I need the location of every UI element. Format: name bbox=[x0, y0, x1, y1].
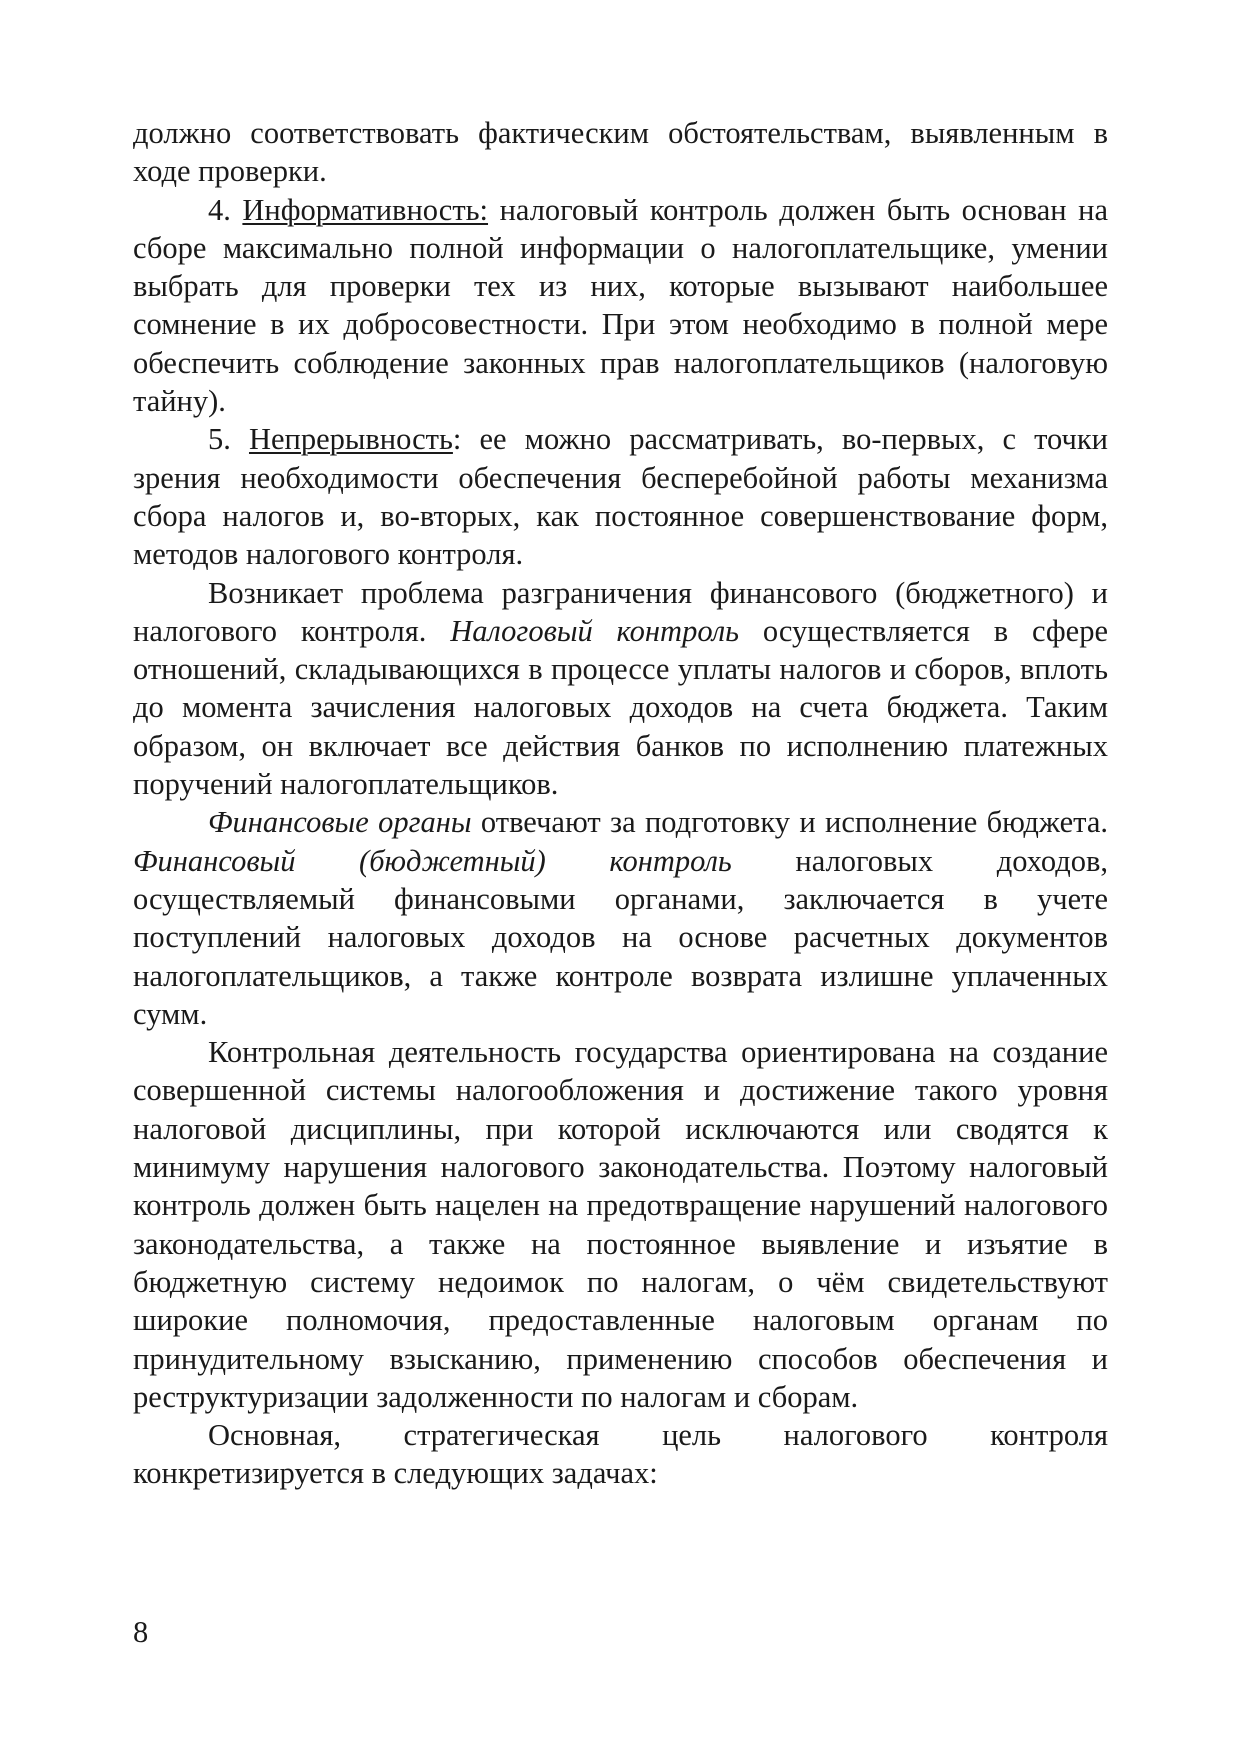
item-number: 5. bbox=[208, 422, 231, 457]
term-informativeness: Информативность: bbox=[242, 192, 489, 227]
paragraph-tax-control-distinction bbox=[133, 574, 1108, 804]
paragraph-informativeness bbox=[133, 191, 1108, 421]
paragraph-text: должно соответствовать фактическим обстоятельствам, выявленным в ходе проверки. bbox=[133, 116, 1108, 189]
paragraph-text: Основная, стратегическая цель налогового контроля конкретизируется в следующих задачах: bbox=[133, 1418, 1108, 1491]
paragraph-text: отвечают за подготовку и исполнение бюджета. bbox=[480, 805, 1109, 840]
page-number: 8 bbox=[133, 1615, 149, 1649]
paragraph-continuity bbox=[133, 420, 1108, 573]
italic-term-budget-control: Финансовый (бюджетный) контроль bbox=[133, 843, 732, 878]
paragraph-text: налоговых доходов, осуществляемый финансовыми органами, заключается в учете поступлений налоговых доходов на основе расчетных документов налогоплательщиков, а также контроле возврата излишне уплаченных сумм. bbox=[133, 843, 1108, 1031]
item-number: 4. bbox=[208, 192, 231, 227]
page-body bbox=[133, 114, 1108, 1493]
paragraph-strategic-goal bbox=[133, 1416, 1108, 1493]
paragraph-text: налоговый контроль должен быть основан на сборе максимально полной информации о налогоплательщике, умении выбрать для проверки тех из них, которые вызывают наибольшее сомнение в их добросовестности. При этом необходимо в полной мере обеспечить соблюдение законных прав налогоплательщиков (налоговую тайну). bbox=[133, 192, 1108, 419]
paragraph-text: Контрольная деятельность государства ориентирована на создание совершенной системы налогообложения и достижение такого уровня налоговой дисциплины, при которой исключаются или сводятся к минимуму нарушения налогового законодательства. Поэтому налоговый контроль должен быть нацелен на предотвращение нарушений налогового законодательства, а также на постоянное выявление и изъятие в бюджетную систему недоимок по налогам, о чём свидетельствуют широкие полномочия, предоставленные налоговым органам по принудительному взысканию, применению способов обеспечения и реструктуризации задолженности по налогам и сборам. bbox=[133, 1035, 1108, 1414]
italic-term-financial-bodies: Финансовые органы bbox=[208, 805, 472, 840]
paragraph-text: : ее можно рассматривать, во-первых, с точки зрения необходимости обеспечения бесперебойной работы механизма сбора налогов и, во-вторых, как постоянное совершенствование форм, методов налогового контроля. bbox=[133, 422, 1108, 572]
paragraph-text: Возникает проблема разграничения финансового (бюджетного) и налогового контроля. bbox=[133, 575, 1108, 648]
paragraph-continuation bbox=[133, 114, 1108, 191]
paragraph-text: осуществляется в сфере отношений, складывающихся в процессе уплаты налогов и сборов, вплоть до момента зачисления налоговых доходов на счета бюджета. Таким образом, он включает все действия банков по исполнению платежных поручений налогоплательщиков. bbox=[133, 613, 1109, 802]
italic-term-tax-control: Налоговый контроль bbox=[450, 613, 739, 648]
term-continuity: Непрерывность bbox=[248, 422, 453, 457]
paragraph-control-activity bbox=[133, 1033, 1108, 1416]
paragraph-financial-bodies bbox=[133, 803, 1108, 1033]
